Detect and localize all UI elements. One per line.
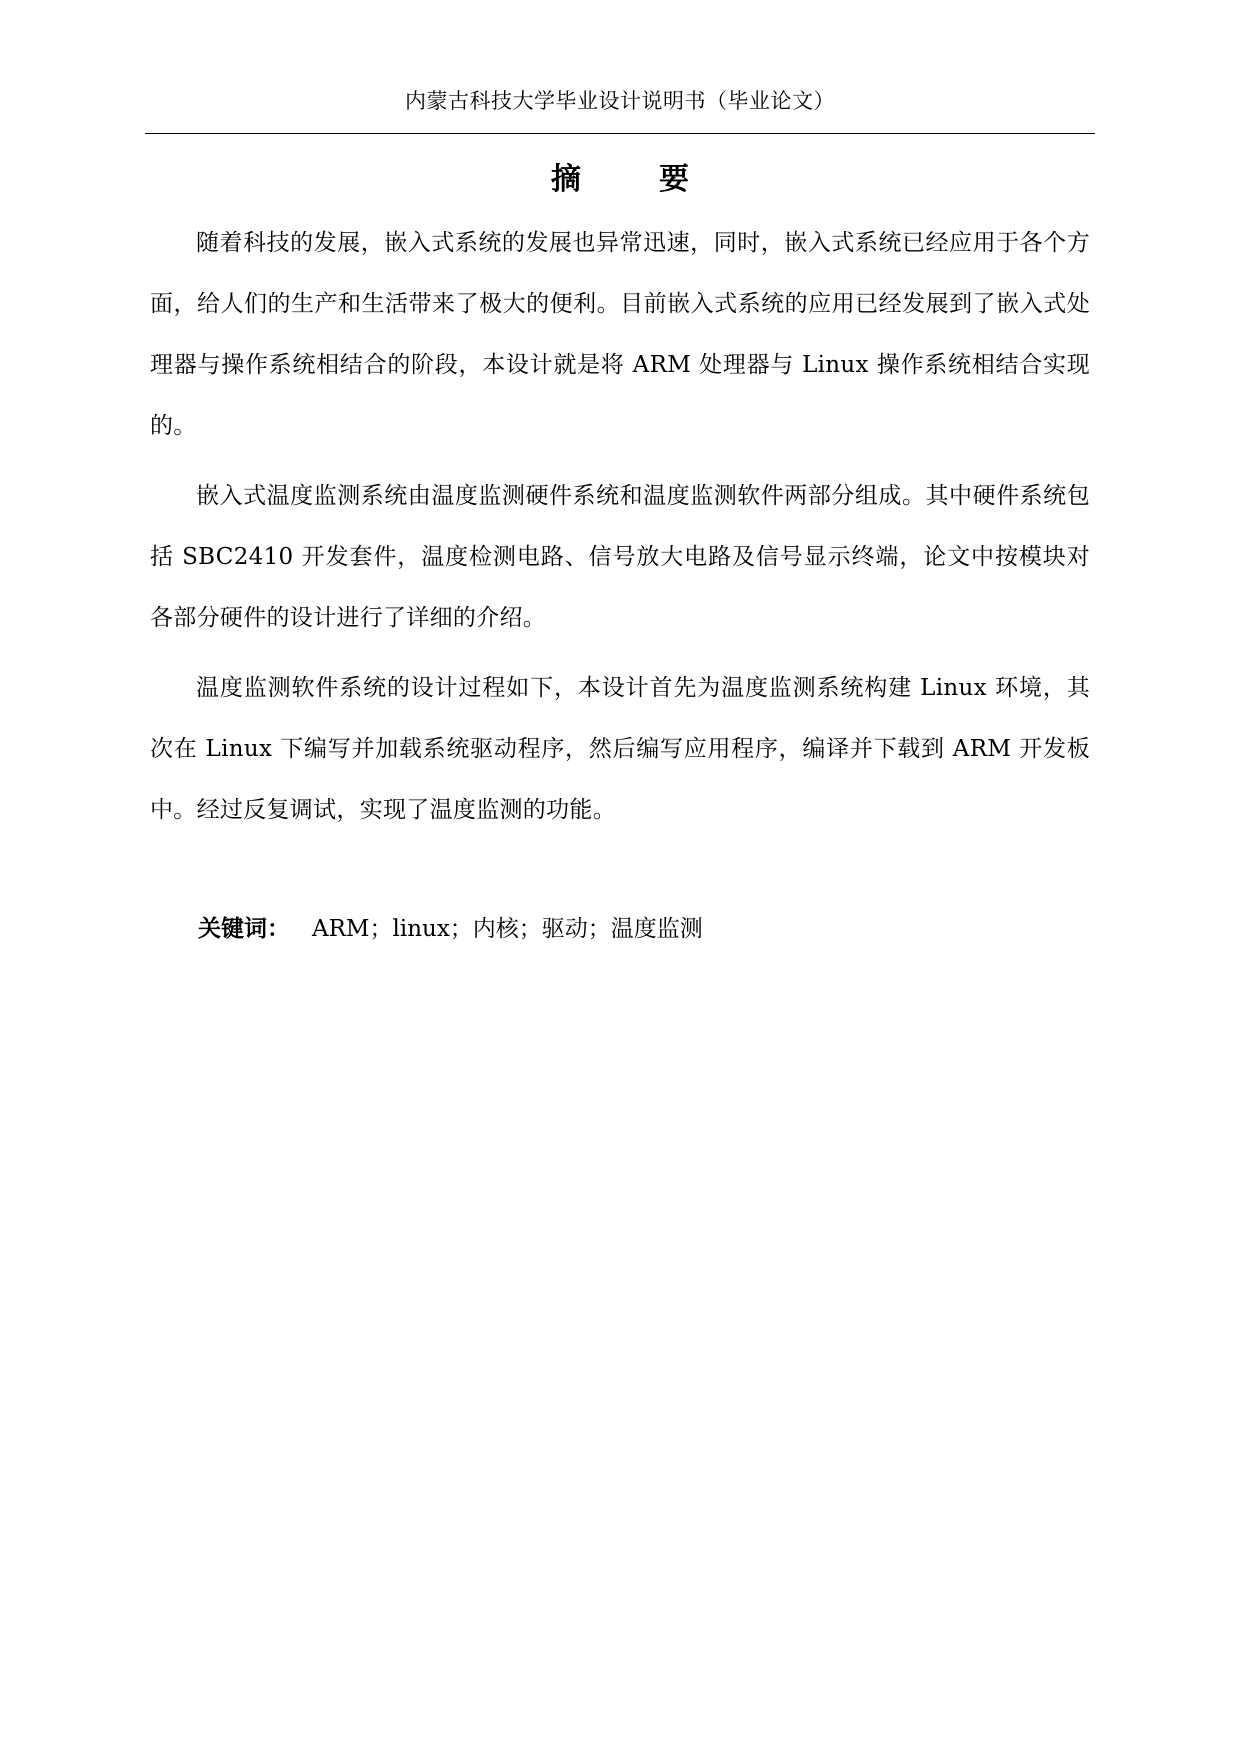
abstract-paragraph-3: 温度监测软件系统的设计过程如下，本设计首先为温度监测系统构建 Linux 环境，其次在 Linux 下编写并加载系统驱动程序，然后编写应用程序，编译并下载到 ARM 开发板中。经过反复调试，实现了温度监测的功能。 <box>150 675 1090 823</box>
running-header: 内蒙古科技大学毕业设计说明书（毕业论文） <box>405 89 835 113</box>
abstract-title: 摘 要 <box>551 162 713 197</box>
abstract-body <box>150 213 1090 850</box>
keywords-line <box>198 909 703 949</box>
abstract-paragraph-2: 嵌入式温度监测系统由温度监测硬件系统和温度监测软件两部分组成。其中硬件系统包括 SBC2410 开发套件，温度检测电路、信号放大电路及信号显示终端，论文中按模块对各部分硬件的设计进行了详细的介绍。 <box>150 483 1090 631</box>
abstract-paragraph-1: 随着科技的发展，嵌入式系统的发展也异常迅速，同时，嵌入式系统已经应用于各个方面，给人们的生产和生活带来了极大的便利。目前嵌入式系统的应用已经发展到了嵌入式处理器与操作系统相结合的阶段，本设计就是将 ARM 处理器与 Linux 操作系统相结合实现的。 <box>150 230 1090 439</box>
header-rule <box>145 133 1095 134</box>
keywords-label: 关键词： <box>198 916 290 942</box>
keywords-value: ARM；linux；内核；驱动；温度监测 <box>312 916 703 942</box>
